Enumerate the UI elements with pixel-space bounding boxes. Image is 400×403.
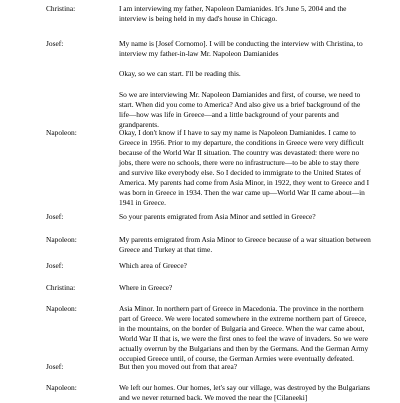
turn-text (119, 362, 371, 372)
paragraph: But then you moved out from that area? (119, 362, 238, 371)
speaker-label: Napoleon: (46, 128, 77, 137)
paragraph: Asia Minor. In northern part of Greece in Macedonia. The province in the northern part of Greece. We were located somewhere in the extreme northern part of Greece, in the mountains, on the border of Bulgaria and Greece. When the war came about, World War II that is, we were the first ones to feel the wave of invaders. So we were actually overrun by the Bulgarians and then by the Germans. And the German Army occupied Greece until, of course, the German Armies were eventually defeated. (119, 304, 369, 363)
paragraph: We left our homes. Our homes, let's say our village, was destroyed by the Bulgarians and we never returned back. We moved the near the [Cilaneeki] (119, 383, 370, 402)
speaker-label: Napoleon: (46, 235, 77, 244)
turn-text (119, 69, 371, 79)
speaker-label: Josef: (46, 212, 64, 221)
paragraph: My parents emigrated from Asia Minor to Greece because of a war situation between Greece and Turkey at that time. (119, 235, 371, 254)
turn-text (119, 4, 371, 24)
paragraph: My name is [Josef Cornomo]. I will be conducting the interview with Christina, to interview my father-in-law Mr. Napoleon Damianides (119, 39, 363, 58)
turn-text (119, 235, 371, 255)
speaker-label: Christina: (46, 4, 76, 13)
turn-text (119, 261, 371, 271)
turn-text (119, 212, 371, 222)
speaker-label: Josef: (46, 261, 64, 270)
paragraph: Which area of Greece? (119, 261, 187, 270)
turn-text (119, 383, 371, 403)
paragraph: So your parents emigrated from Asia Minor and settled in Greece? (119, 212, 316, 221)
speaker-label: Napoleon: (46, 304, 77, 313)
paragraph: So we are interviewing Mr. Napoleon Damianides and first, of course, we need to start. When did you come to America? And also give us a brief background of the life—how was life in Greece—and a little background of your parents and grandparents. (119, 90, 361, 129)
speaker-label: Christina: (46, 283, 76, 292)
speaker-label: Napoleon: (46, 383, 77, 392)
speaker-label: Josef: (46, 39, 64, 48)
paragraph: Okay, so we can start. I'll be reading this. (119, 69, 241, 78)
turn-text (119, 90, 371, 130)
turn-text (119, 39, 371, 59)
speaker-label: Josef: (46, 362, 64, 371)
paragraph: I am interviewing my father, Napoleon Damianides. It's June 5, 2004 and the interview is being held in my dad's house in Chicago. (119, 4, 347, 23)
paragraph: Okay, I don't know if I have to say my name is Napoleon Damianides. I came to Greece in 1956. Prior to my departure, the conditions in Greece were very difficult because of the World War II situation. The country was devastated: there were no jobs, there were no schools, there were no infrastructure—to be able to stay there and survive like everybody else. So I decided to immigrate to the United States of America. My parents had come from Asia Minor, in 1922, they went to Greece and I was born in Greece in 1934. Then the war came up—World War II came about—in 1941 in Greece. (119, 128, 370, 207)
turn-text (119, 283, 371, 293)
turn-text (119, 304, 371, 364)
paragraph: Where in Greece? (119, 283, 173, 292)
turn-text (119, 128, 371, 208)
